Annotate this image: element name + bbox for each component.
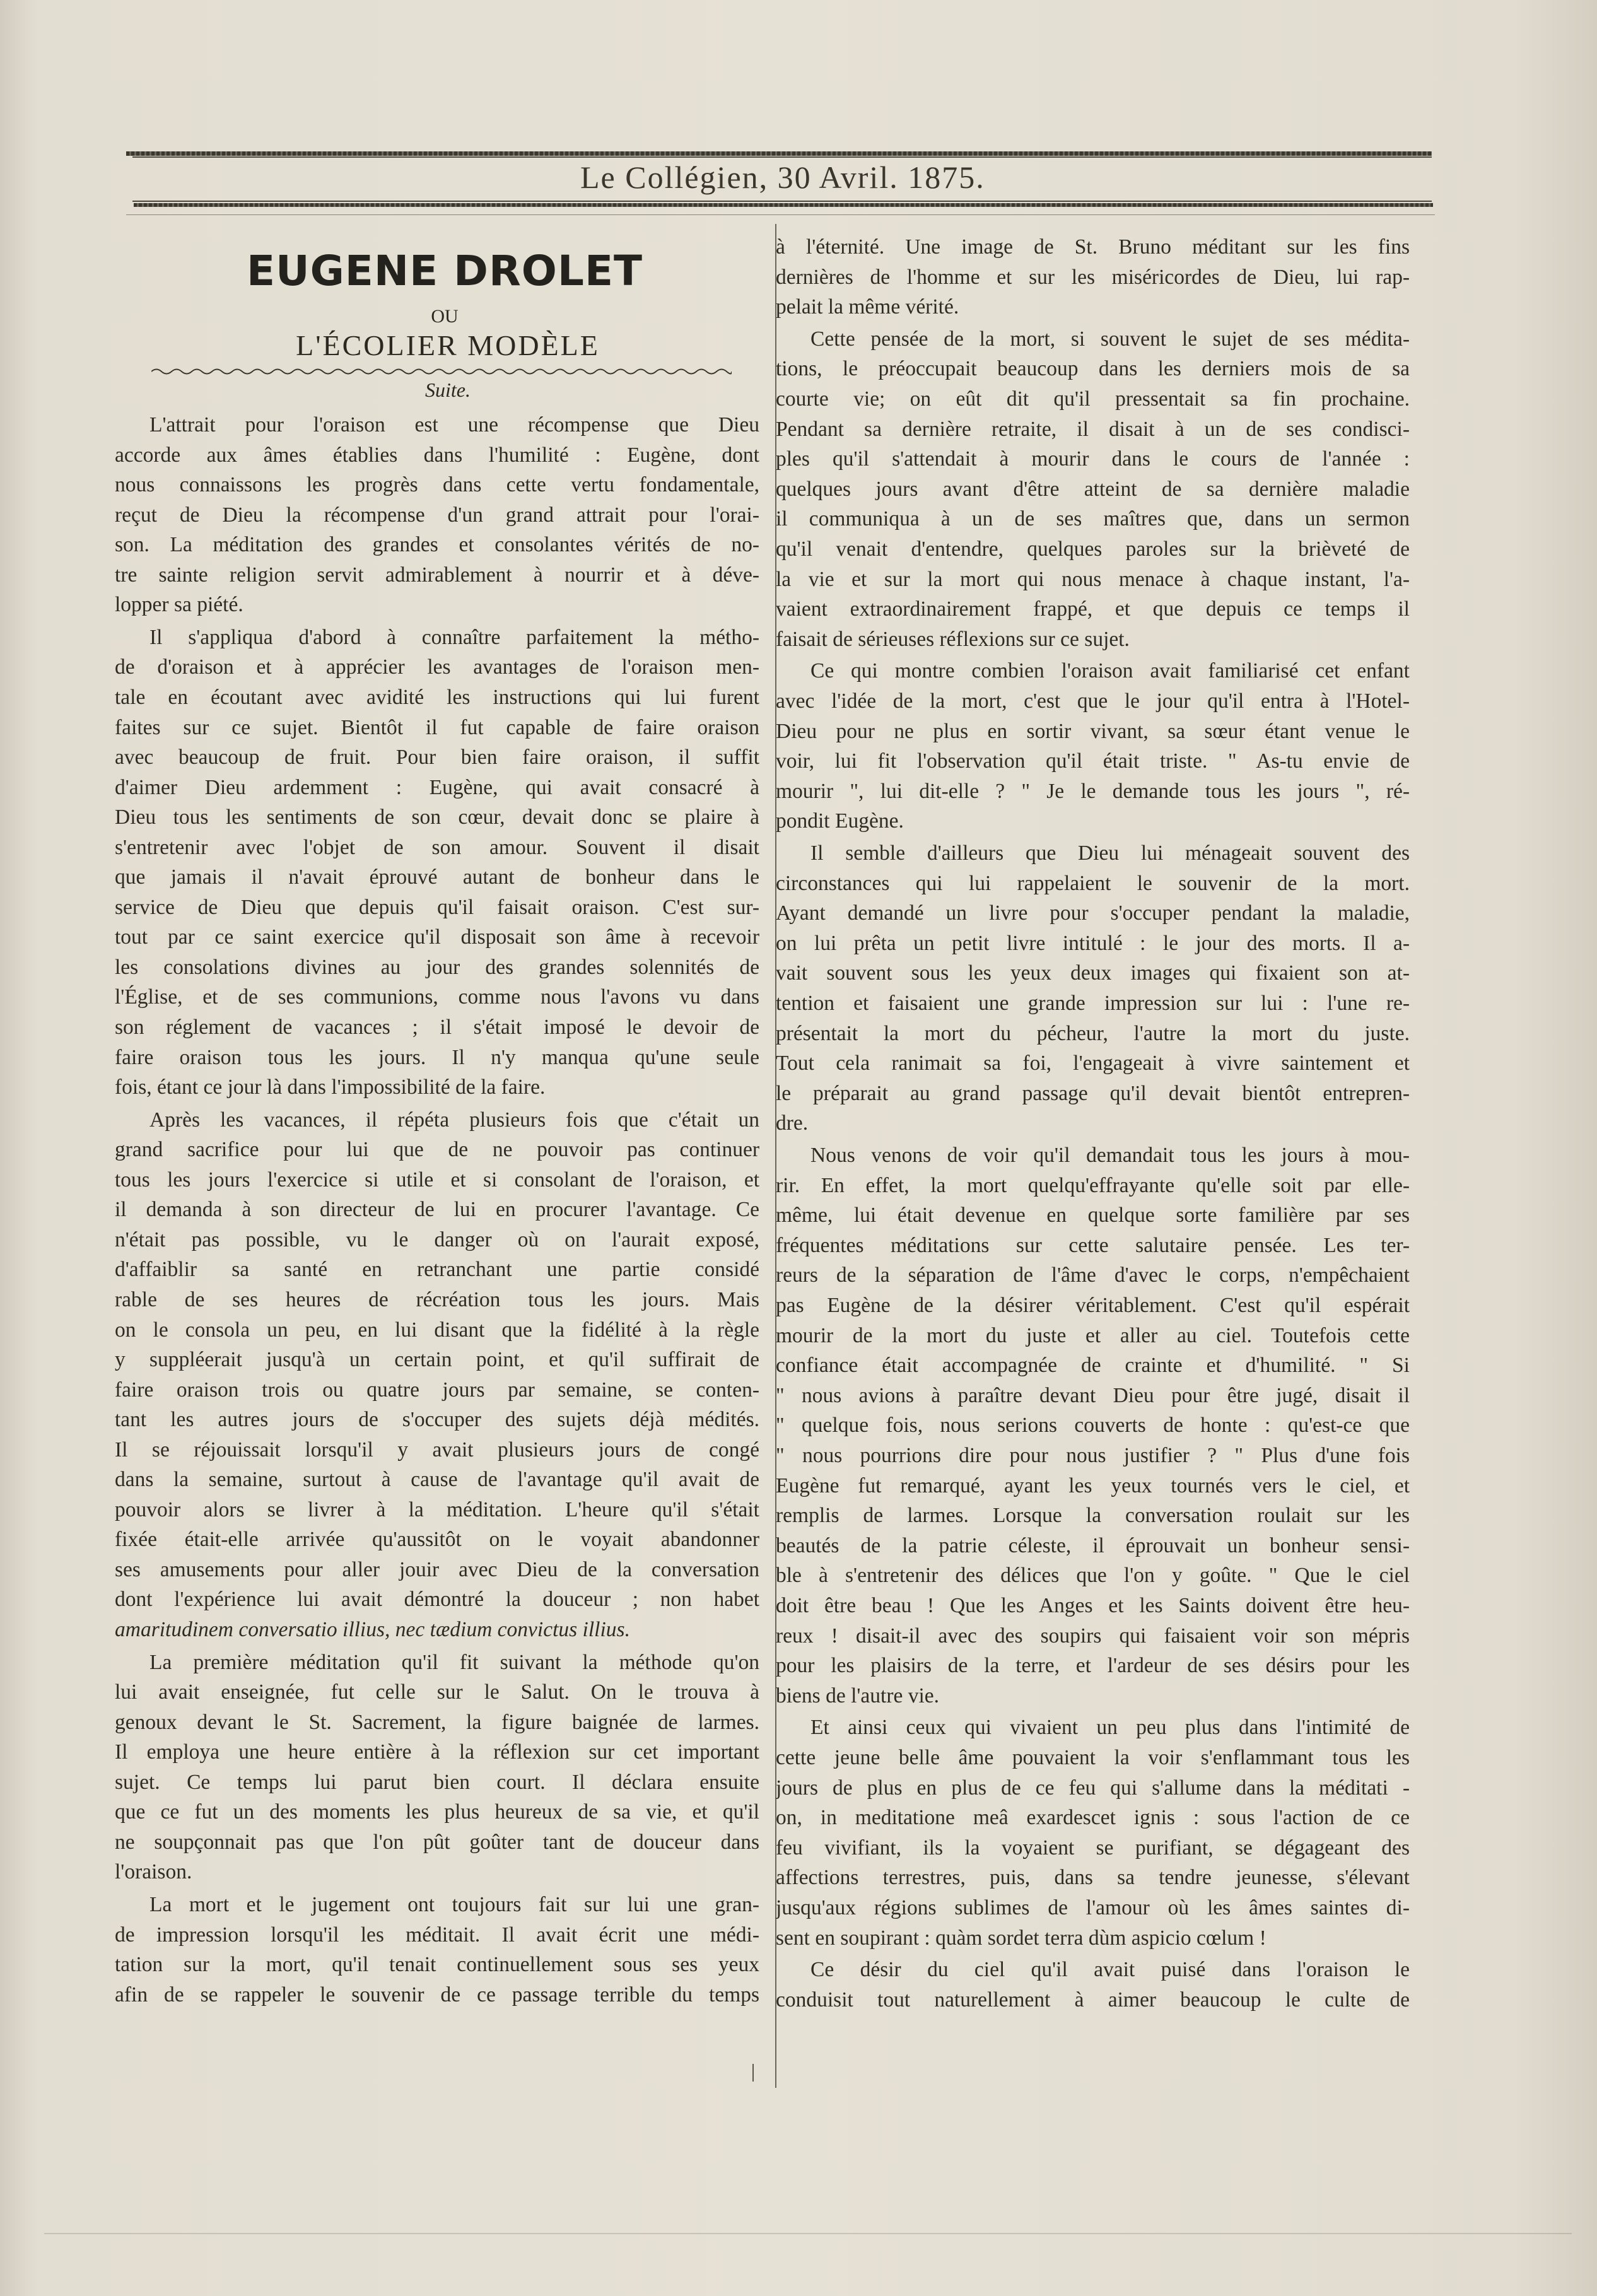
text-line: sent en soupirant : quàm sordet terra dùm aspicio cœlum ! bbox=[776, 1926, 1266, 1950]
text-line: d'aimer Dieu ardemment : Eugène, qui avait consacré à bbox=[115, 775, 759, 799]
text-line: Il s'appliqua d'abord à connaître parfaitement la métho- bbox=[149, 625, 759, 649]
text-line: L'attrait pour l'oraison est une récompense que Dieu bbox=[149, 413, 759, 436]
text-line: on le consola un peu, en lui disant que la fidélité à la règle bbox=[115, 1318, 759, 1342]
text-line: pour les plaisirs de la terre, et l'ardeur de ses désirs pour les bbox=[776, 1654, 1410, 1678]
text-line: avec beaucoup de fruit. Pour bien faire oraison, il suffit bbox=[115, 746, 759, 770]
text-line: feu vivifiant, ils la voyaient se purifiant, se dégageant des bbox=[776, 1836, 1410, 1860]
text-line: genoux devant le St. Sacrement, la figure baignée de larmes. bbox=[115, 1710, 759, 1734]
text-line: Ce désir du ciel qu'il avait puisé dans l'oraison le bbox=[810, 1958, 1410, 1982]
text-line: nous connaissons les progrès dans cette vertu fondamentale, bbox=[115, 473, 759, 497]
text-line: La mort et le jugement ont toujours fait sur lui une gran- bbox=[149, 1892, 759, 1916]
text-line: tre sainte religion servit admirablement à nourrir et à déve- bbox=[115, 563, 759, 587]
text-line: pas Eugène de la désirer véritablement. C'est qu'il espérait bbox=[776, 1294, 1410, 1317]
text-line: Pendant sa dernière retraite, il disait à un de ses condisci- bbox=[776, 417, 1410, 441]
text-line: reux ! disait-il avec des soupirs qui faisaient voir son mépris bbox=[776, 1624, 1410, 1648]
text-line: Il employa une heure entière à la réflexion sur cet important bbox=[115, 1740, 759, 1764]
text-line: Tout cela ranimait sa foi, l'engageait à vivre saintement et bbox=[776, 1051, 1410, 1075]
text-line: on, in meditatione meâ exardescet ignis : sous l'action de ce bbox=[776, 1806, 1410, 1830]
text-line: fixée était-elle arrivée qu'aussitôt on le voyait abandonner bbox=[115, 1528, 759, 1552]
text-line: faire oraison trois ou quatre jours par semaine, se conten- bbox=[115, 1378, 759, 1402]
text-line: tation sur la mort, qu'il tenait continuellement sous ses yeux bbox=[115, 1953, 759, 1977]
text-line: voir, lui fit l'observation qu'il était triste. " As-tu envie de bbox=[776, 749, 1410, 773]
text-line: mourir de la mort du juste et aller au ciel. Toutefois cette bbox=[776, 1323, 1410, 1347]
text-line: Eugène fut remarqué, ayant les yeux tournés vers le ciel, et bbox=[776, 1473, 1410, 1497]
text-line: avec l'idée de la mort, c'est que le jour qu'il entra à l'Hotel- bbox=[776, 689, 1410, 713]
text-line: son. La méditation des grandes et consolantes vérités de no- bbox=[115, 533, 759, 557]
text-line: ne soupçonnait pas que l'on pût goûter tant de douceur dans bbox=[115, 1830, 759, 1854]
text-line: l'oraison. bbox=[115, 1860, 192, 1884]
text-line: pelait la même vérité. bbox=[776, 295, 959, 319]
text-line: lopper sa piété. bbox=[115, 593, 243, 617]
text-line: Il se réjouissait lorsqu'il y avait plusieurs jours de congé bbox=[115, 1438, 759, 1461]
text-line: faire oraison tous les jours. Il n'y manqua qu'une seule bbox=[115, 1045, 759, 1069]
text-line: d'affaiblir sa santé en retranchant une partie considé bbox=[115, 1258, 759, 1282]
text-line: dans la semaine, surtout à cause de l'avantage qu'il avait de bbox=[115, 1468, 759, 1492]
text-line: à l'éternité. Une image de St. Bruno méditant sur les fins bbox=[776, 235, 1410, 259]
text-line: amaritudinem conversatio illius, nec tædium convictus illius. bbox=[115, 1618, 630, 1641]
text-line: que ce fut un des moments les plus heureux de sa vie, et qu'il bbox=[115, 1800, 759, 1824]
text-line: s'entretenir avec l'objet de son amour. Souvent il disait bbox=[115, 835, 759, 859]
header-bottom-thin-rule bbox=[132, 201, 1432, 202]
text-line: il demanda à son directeur de lui en procurer l'avantage. Ce bbox=[115, 1198, 759, 1222]
text-line: vaient extraordinairement frappé, et que depuis ce temps il bbox=[776, 597, 1410, 621]
text-line: biens de l'autre vie. bbox=[776, 1684, 940, 1707]
text-line: on lui prêta un petit livre intitulé : le jour des morts. Il a- bbox=[776, 931, 1410, 955]
text-line: tale en écoutant avec avidité les instructions qui lui furent bbox=[115, 685, 759, 709]
text-line: afin de se rappeler le souvenir de ce passage terrible du temps bbox=[115, 1983, 759, 2006]
text-line: beautés de la patrie céleste, il éprouvait un bonheur sensi- bbox=[776, 1533, 1410, 1557]
text-line: circonstances qui lui rappelaient le souvenir de la mort. bbox=[776, 871, 1410, 895]
text-line: le préparait au grand passage qu'il devait bientôt entrepren- bbox=[776, 1081, 1410, 1105]
text-line: Ayant demandé un livre pour s'occuper pendant la maladie, bbox=[776, 901, 1410, 925]
text-line: Cette pensée de la mort, si souvent le sujet de ses médita- bbox=[810, 327, 1410, 351]
title-connector: OU bbox=[431, 306, 459, 327]
text-line: accorde aux âmes établies dans l'humilité : Eugène, dont bbox=[115, 443, 759, 467]
article-subtitle: L'ÉCOLIER MODÈLE bbox=[296, 329, 600, 361]
article-title: EUGENE DROLET bbox=[246, 247, 643, 295]
header-top-thin-rule bbox=[132, 156, 1432, 158]
header-top-rule bbox=[126, 151, 1432, 156]
text-line: Il semble d'ailleurs que Dieu lui ménageait souvent des bbox=[810, 841, 1410, 865]
text-line: qu'il venait d'entendre, quelques paroles sur la brièveté de bbox=[776, 537, 1410, 561]
text-line: quelques jours avant d'être atteint de sa dernière maladie bbox=[776, 477, 1410, 501]
text-line: il communiqua à un de ses maîtres que, dans un sermon bbox=[776, 507, 1410, 531]
text-line: ses amusements pour aller jouir avec Dieu de la conversation bbox=[115, 1557, 759, 1581]
text-line: Dieu tous les sentiments de son cœur, devait donc se plaire à bbox=[115, 805, 759, 829]
text-line: conduisit tout naturellement à aimer beaucoup le culte de bbox=[776, 1988, 1410, 2012]
text-line: " nous pourrions dire pour nous justifier ? " Plus d'une fois bbox=[776, 1444, 1410, 1467]
text-line: Nous venons de voir qu'il demandait tous les jours à mou- bbox=[810, 1144, 1410, 1167]
text-line: remplis de larmes. Lorsque la conversation roulait sur les bbox=[776, 1504, 1410, 1528]
text-line: dont l'expérience lui avait démontré la douceur ; non habet bbox=[115, 1588, 759, 1612]
page-fold-line bbox=[44, 2233, 1572, 2234]
header-under-rule bbox=[126, 214, 1435, 215]
text-line: courte vie; on eût dit qu'il pressentait sa fin prochaine. bbox=[776, 387, 1410, 411]
text-line: reurs de la séparation de l'âme d'avec le corps, n'empêchaient bbox=[776, 1263, 1410, 1287]
text-line: faites sur ce sujet. Bientôt il fut capable de faire oraison bbox=[115, 715, 759, 739]
text-line: service de Dieu que depuis qu'il faisait oraison. C'est sur- bbox=[115, 895, 759, 919]
header-bottom-rule bbox=[134, 203, 1433, 207]
text-line: son réglement de vacances ; il s'était imposé le devoir de bbox=[115, 1016, 759, 1039]
text-line: lui avait enseignée, fut celle sur le Salut. On le trouva à bbox=[115, 1680, 759, 1704]
text-line: rir. En effet, la mort quelqu'effrayante qu'elle soit par elle- bbox=[776, 1173, 1410, 1197]
text-line: tention et faisaient une grande impression sur lui : l'une re- bbox=[776, 992, 1410, 1015]
text-line: jours de plus en plus de ce feu qui s'allume dans la méditati - bbox=[776, 1776, 1410, 1800]
text-line: présentait la mort du pécheur, l'autre la mort du juste. bbox=[776, 1021, 1410, 1045]
text-line: affections terrestres, puis, dans sa tendre jeunesse, s'élevant bbox=[776, 1866, 1410, 1890]
text-line: Après les vacances, il répéta plusieurs fois que c'était un bbox=[149, 1108, 759, 1132]
continued-label: Suite. bbox=[425, 378, 471, 401]
text-line: cette jeune belle âme pouvaient la voir s'enflammant tous les bbox=[776, 1746, 1410, 1769]
text-line: doit être beau ! Que les Anges et les Saints doivent être heu- bbox=[776, 1594, 1410, 1617]
text-line: La première méditation qu'il fit suivant la méthode qu'on bbox=[149, 1650, 759, 1674]
text-line: fréquentes méditations sur cette salutaire pensée. Les ter- bbox=[776, 1233, 1410, 1257]
column-end-mark bbox=[752, 2064, 754, 2082]
text-line: y suppléerait jusqu'à un certain point, et qu'il suffirait de bbox=[115, 1348, 759, 1372]
text-line: jusqu'aux régions sublimes de l'amour où les âmes saintes di- bbox=[776, 1896, 1410, 1919]
text-line: que jamais il n'avait éprouvé autant de bonheur dans le bbox=[115, 865, 759, 889]
text-line: de d'oraison et à apprécier les avantages de l'oraison men- bbox=[115, 655, 759, 679]
text-line: même, lui était devenue en quelque sorte familière par ses bbox=[776, 1204, 1410, 1227]
text-line: les consolations divines au jour des grandes solennités de bbox=[115, 955, 759, 979]
masthead: Le Collégien, 30 Avril. 1875. bbox=[580, 160, 985, 195]
text-line: Et ainsi ceux qui vivaient un peu plus dans l'intimité de bbox=[810, 1716, 1410, 1740]
text-line: tous les jours l'exercice si utile et si consolant de l'oraison, et bbox=[115, 1168, 759, 1192]
text-line: pondit Eugène. bbox=[776, 809, 904, 833]
text-line: ble à s'entretenir des délices que l'on y goûte. " Que le ciel bbox=[776, 1564, 1410, 1588]
text-line: faisait de sérieuses réflexions sur ce sujet. bbox=[776, 627, 1130, 651]
text-line: dernières de l'homme et sur les miséricordes de Dieu, lui rap- bbox=[776, 265, 1410, 289]
text-line: ples qu'il s'attendait à mourir dans le cours de l'année : bbox=[776, 447, 1410, 471]
text-line: tant les autres jours de s'occuper des sujets déjà médités. bbox=[115, 1408, 759, 1432]
text-line: grand sacrifice pour lui que de ne pouvoir pas continuer bbox=[115, 1138, 759, 1162]
text-line: la vie et sur la mort qui nous menace à chaque instant, l'a- bbox=[776, 567, 1410, 591]
text-line: Dieu pour ne plus en sortir vivant, sa sœur étant venue le bbox=[776, 719, 1410, 743]
text-line: confiance était accompagnée de crainte et d'humilité. " Si bbox=[776, 1354, 1410, 1378]
text-line: tout par ce saint exercice qu'il disposait son âme à recevoir bbox=[115, 925, 759, 949]
text-line: reçut de Dieu la récompense d'un grand attrait pour l'orai- bbox=[115, 503, 759, 527]
decorative-wavy-rule bbox=[151, 367, 732, 376]
text-line: tions, le préoccupait beaucoup dans les derniers mois de sa bbox=[776, 357, 1410, 381]
text-line: rable de ses heures de récréation tous les jours. Mais bbox=[115, 1287, 759, 1311]
text-line: de impression lorsqu'il les méditait. Il avait écrit une médi- bbox=[115, 1923, 759, 1947]
text-line: l'Église, et de ses communions, comme nous l'avons vu dans bbox=[115, 985, 759, 1009]
text-line: fois, étant ce jour là dans l'impossibilité de la faire. bbox=[115, 1075, 546, 1099]
text-line: n'était pas possible, vu le danger où on l'aurait exposé, bbox=[115, 1227, 759, 1251]
text-line: vait souvent sous les yeux deux images qui fixaient son at- bbox=[776, 961, 1410, 985]
text-line: dre. bbox=[776, 1111, 809, 1135]
text-line: " quelque fois, nous serions couverts de honte : qu'est-ce que bbox=[776, 1414, 1410, 1438]
text-line: Ce qui montre combien l'oraison avait familiarisé cet enfant bbox=[810, 659, 1410, 683]
text-line: pouvoir alors se livrer à la méditation. L'heure qu'il s'était bbox=[115, 1497, 759, 1521]
text-line: mourir ", lui dit-elle ? " Je le demande tous les jours ", ré- bbox=[776, 779, 1410, 803]
text-line: sujet. Ce temps lui parut bien court. Il déclara ensuite bbox=[115, 1770, 759, 1794]
text-line: " nous avions à paraître devant Dieu pour être jugé, disait il bbox=[776, 1383, 1410, 1407]
